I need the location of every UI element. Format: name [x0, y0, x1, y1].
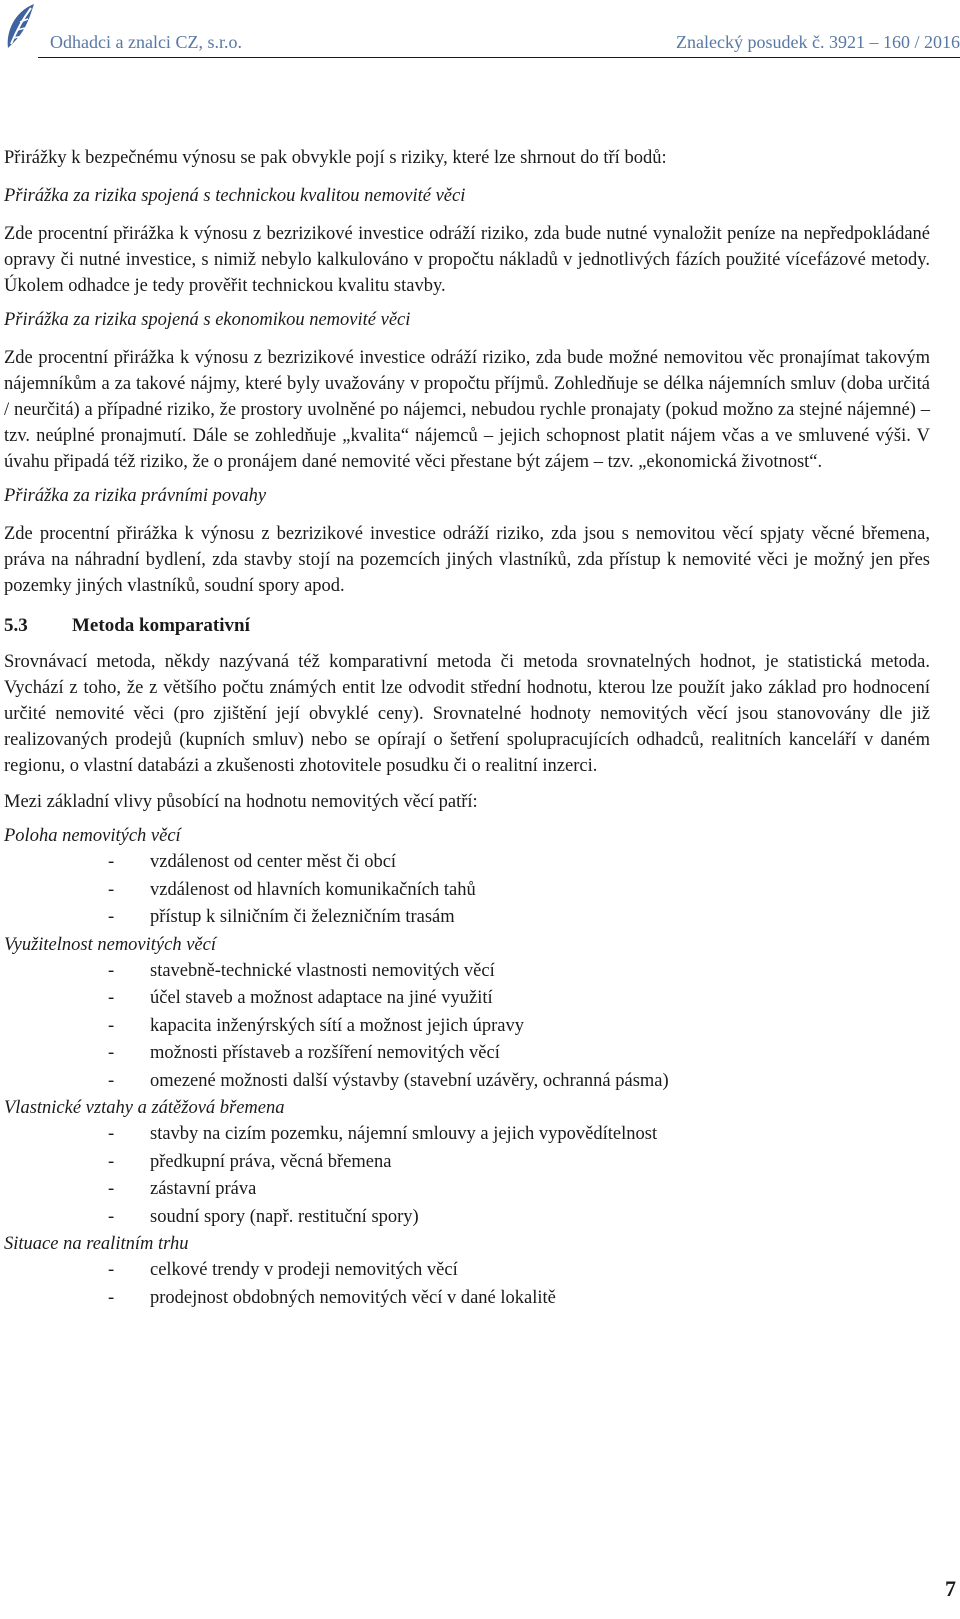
list-item — [4, 1013, 930, 1041]
list-item-text: kapacita inženýrských sítí a možnost jejich úpravy — [150, 1015, 524, 1036]
list-item — [4, 985, 930, 1013]
list-item-text: vzdálenost od center měst či obcí — [150, 852, 397, 872]
group-title: Vlastnické vztahy a zátěžová břemena — [4, 1098, 285, 1118]
dash-bullet: - — [108, 1151, 115, 1172]
dash-bullet: - — [108, 879, 115, 900]
group-title: Situace na realitním trhu — [4, 1234, 189, 1254]
list-item-text: stavby na cizím pozemku, nájemní smlouvy a jejich vypovědítelnost — [150, 1124, 658, 1144]
list-item-text: předkupní práva, věcná břemena — [150, 1151, 392, 1172]
factors-intro: Mezi základní vlivy působící na hodnotu nemovitých věcí patří: — [4, 792, 478, 812]
header-divider — [38, 57, 960, 58]
page-header — [0, 0, 960, 58]
list-item — [4, 958, 930, 986]
list-item-text: celkové trendy v prodeji nemovitých věcí — [150, 1260, 458, 1280]
list-item-text: prodejnost obdobných nemovitých věcí v dané lokalitě — [150, 1287, 556, 1308]
page-number: 7 — [945, 1576, 956, 1601]
list-item — [4, 1176, 930, 1204]
section-title-legal: Přirážka za rizika právními povahy — [4, 486, 267, 506]
dash-bullet: - — [108, 988, 115, 1008]
group-title: Poloha nemovitých věcí — [4, 826, 181, 846]
dash-bullet: - — [108, 1070, 115, 1091]
company-name: Odhadci a znalci CZ, s.r.o. — [50, 32, 242, 52]
dash-bullet: - — [108, 1179, 115, 1199]
section-title-economic: Přirážka za rizika spojená s ekonomikou nemovité věci — [4, 310, 411, 330]
list-item-text: omezené možnosti další výstavby (stavební uzávěry, ochranná pásma) — [150, 1070, 669, 1091]
dash-bullet: - — [108, 907, 115, 927]
list-item-text: vzdálenost od hlavních komunikačních tahů — [150, 879, 476, 900]
intro-paragraph: Přirážky k bezpečnému výnosu se pak obvykle pojí s riziky, které lze shrnout do tří bodů: — [4, 148, 667, 168]
list-item — [4, 904, 930, 932]
list-item-text: stavebně-technické vlastnosti nemovitých věcí — [150, 960, 495, 981]
list-item — [4, 849, 930, 877]
dash-bullet: - — [108, 960, 115, 981]
list-item — [4, 1204, 930, 1232]
list-item — [4, 1068, 930, 1096]
section-title-technical: Přirážka za rizika spojená s technickou kvalitou nemovité věci — [4, 186, 466, 206]
heading-number: 5.3 — [4, 615, 28, 636]
list-item-text: soudní spory (např. restituční spory) — [150, 1206, 419, 1227]
list-item-text: účel staveb a možnost adaptace na jiné využití — [150, 988, 493, 1008]
factor-list — [4, 849, 930, 932]
dash-bullet: - — [108, 852, 115, 872]
dash-bullet: - — [108, 1043, 115, 1063]
list-item — [4, 1257, 930, 1285]
leaf-logo-icon — [4, 2, 36, 50]
list-item-text: přístup k silničním či železničním trasám — [150, 907, 455, 927]
section-text-technical: Zde procentní přirážka k výnosu z bezrizikové investice odráží riziko, zda bude nutné vynaložit peníze na nepředpokládané opravy či nutné investice, s nimiž nebylo kalkulováno v propočtu nákladů v jednotlivých fázích použité vícefázové metody. Úkolem odhadce je tedy prověřit technickou kvalitu stavby. — [4, 224, 930, 296]
dash-bullet: - — [108, 1015, 115, 1036]
document-reference: Znalecký posudek č. 3921 – 160 / 2016 — [676, 32, 960, 52]
section-heading — [4, 613, 930, 639]
list-item — [4, 1121, 930, 1149]
group-title: Využitelnost nemovitých věcí — [4, 934, 216, 955]
list-item-text: zástavní práva — [150, 1179, 257, 1199]
heading-title: Metoda komparativní — [72, 615, 250, 636]
method-paragraph: Srovnávací metoda, někdy nazývaná též komparativní metoda či metoda srovnatelných hodnot, je statistická metoda. Vychází z toho, že z většího počtu známých entit lze odvodit střední hodnotu, kterou lze použít jako základ pro hodnocení určité nemovité věci (pro zjištění její obvyklé ceny). Srovnatelné hodnoty nemovitých věcí jsou stanovovány dle již realizovaných prodejů (kupních smluv) nebo se opírají o šetření spolupracujících odhadců, realitních kanceláří v daném regionu, o vlastní databázi a zkušenosti zhotovitele posudku či o realitní inzerci. — [4, 652, 930, 776]
list-item — [4, 877, 930, 905]
document-body — [4, 145, 930, 1312]
dash-bullet: - — [108, 1124, 115, 1144]
factor-list — [4, 1121, 930, 1231]
list-item-text: možnosti přístaveb a rozšíření nemovitých věcí — [150, 1043, 500, 1063]
factor-list — [4, 958, 930, 1096]
list-item — [4, 1149, 930, 1177]
list-item — [4, 1285, 930, 1313]
dash-bullet: - — [108, 1260, 115, 1280]
section-text-economic: Zde procentní přirážka k výnosu z bezrizikové investice odráží riziko, zda bude možné nemovitou věc pronajímat takovým nájemníkům a za takové nájmy, které byly uvažovány v propočtu příjmů. Zohledňuje se délka nájemních smluv (doba určitá / neurčitá) a případné riziko, že prostory uvolněné po nájemci, nebudou rychle pronajaty (pokud možno za stejné nájemné) – tzv. neúplné pronajmutí. Dále se zohledňuje „kvalita“ nájemců – jejich schopnost platit nájem včas a ve smluvené výši. V úvahu připadá též riziko, že o pronájem dané nemovité věci přestane být zájem – tzv. „ekonomická životnost“. — [4, 348, 930, 472]
section-text-legal: Zde procentní přirážka k výnosu z bezrizikové investice odráží riziko, zda jsou s nemovitou věcí spjaty věcné břemena, práva na náhradní bydlení, zda stavby stojí na pozemcích jiných vlastníků, zda přístup k nemovité věci je možný jen přes pozemky jiných vlastníků, soudní spory apod. — [4, 524, 930, 596]
list-item — [4, 1040, 930, 1068]
factor-list — [4, 1257, 930, 1312]
dash-bullet: - — [108, 1287, 115, 1308]
dash-bullet: - — [108, 1206, 115, 1227]
